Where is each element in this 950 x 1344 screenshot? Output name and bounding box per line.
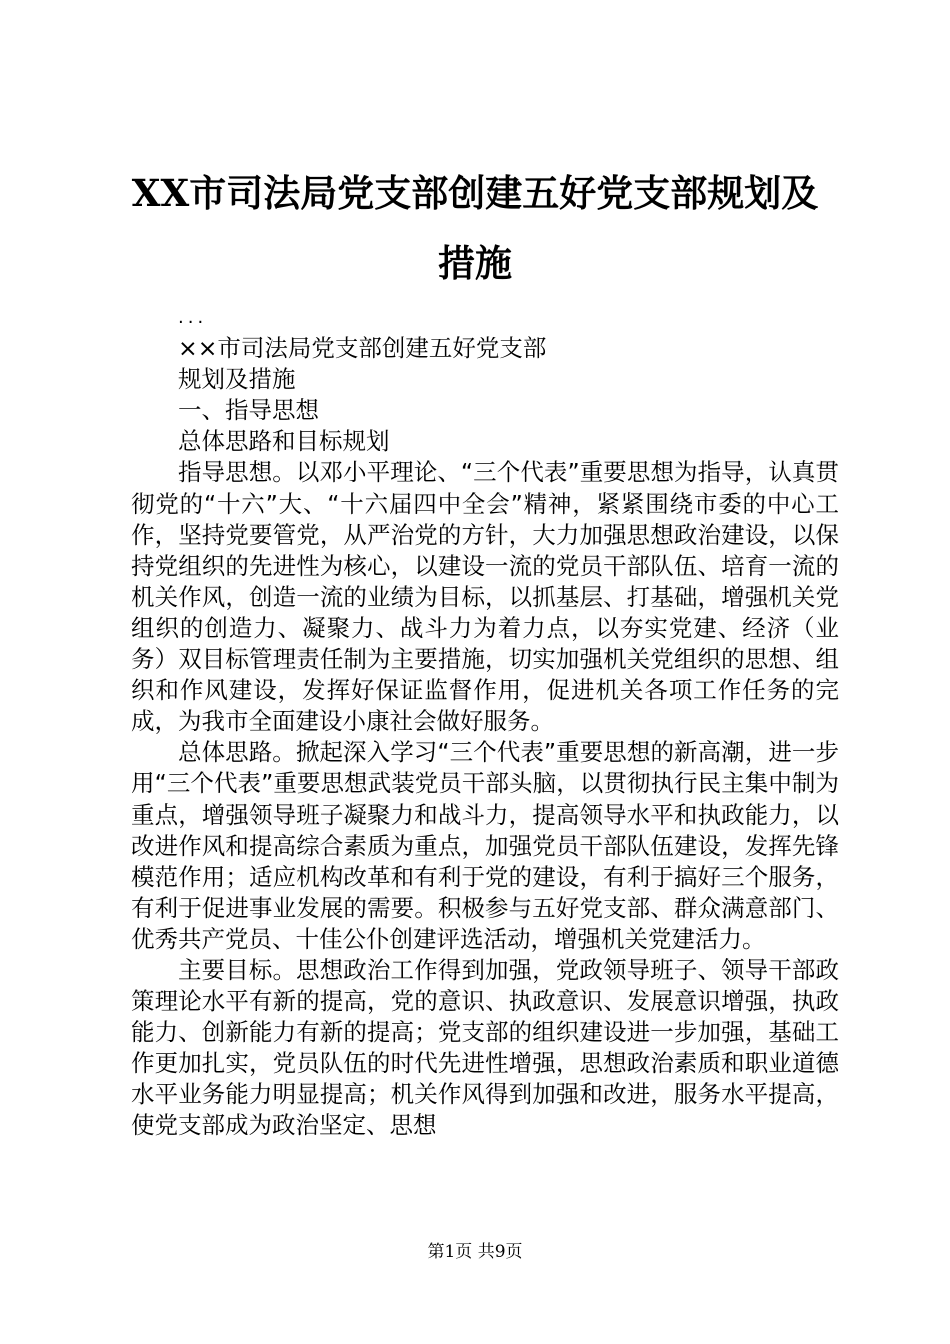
document-body <box>131 302 839 1142</box>
subtitle-line-2: 规划及措施 <box>178 365 296 394</box>
subsection-heading: 总体思路和目标规划 <box>178 427 390 456</box>
paragraph-guiding-thought: 指导思想。以邓小平理论、“三个代表”重要思想为指导，认真贯彻党的“十六”大、“十六届四中全会”精神，紧紧围绕市委的中心工作，坚持党要管党，从严治党的方针，大力加强思想政治建设，以保持党组织的先进性为核心，以建设一流的党员干部队伍、培育一流的机关作风，创造一流的业绩为目标，以抓基层、打基础，增强机关党组织的创造力、凝聚力、战斗力为着力点，以夯实党建、经济（业务）双目标管理责任制为主要措施，切实加强机关党组织的思想、组织和作风建设，发挥好保证监督作用，促进机关各项工作任务的完成，为我市全面建设小康社会做好服务。 <box>131 458 839 736</box>
paragraph-overall-approach: 总体思路。掀起深入学习“三个代表”重要思想的新高潮，进一步用“三个代表”重要思想武装党员干部头脑，以贯彻执行民主集中制为重点，增强领导班子凝聚力和战斗力，提高领导水平和执政能力，以改进作风和提高综合素质为重点，加强党员干部队伍建设，发挥先锋模范作用；适应机构改革和有利于党的建设，有利于搞好三个服务，有利于促进事业发展的需要。积极参与五好党支部、群众满意部门、优秀共产党员、十佳公仆创建评选活动，增强机关党建活力。 <box>131 738 839 953</box>
section-heading: 一、指导思想 <box>178 396 319 425</box>
page-number-footer: 第1页 共9页 <box>427 1242 523 1262</box>
paragraph-main-goals: 主要目标。思想政治工作得到加强，党政领导班子、领导干部政策理论水平有新的提高，党的意识、执政意识、发展意识增强，执政能力、创新能力有新的提高；党支部的组织建设进一步加强，基础工作更加扎实，党员队伍的时代先进性增强，思想政治素质和职业道德水平业务能力明显提高；机关作风得到加强和改进，服务水平提高，使党支部成为政治坚定、思想 <box>131 955 839 1140</box>
subtitle-line-1: ××市司法局党支部创建五好党支部 <box>178 334 547 363</box>
ellipsis-marker: ... <box>178 307 208 328</box>
document-title: XX市司法局党支部创建五好党支部规划及措施 <box>131 171 819 285</box>
